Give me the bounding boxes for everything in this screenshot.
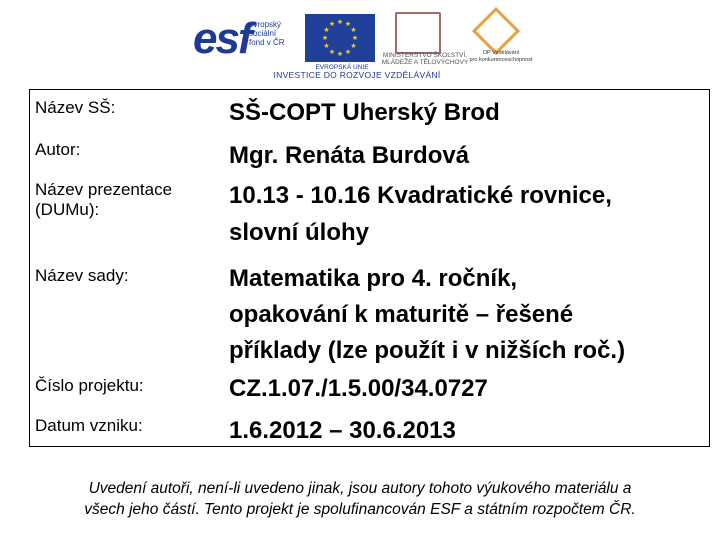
row-value: 10.13 - 10.16 Kvadratické rovnice,: [229, 182, 612, 209]
svg-text:★: ★: [350, 42, 357, 50]
svg-text:★: ★: [328, 20, 336, 28]
op-logo: [469, 12, 533, 72]
row-label: Název SŠ:: [35, 98, 116, 117]
svg-text:★: ★: [344, 48, 352, 56]
esf-logo-text: [249, 20, 309, 47]
op-emblem-icon: [472, 7, 520, 55]
footer-line: všech jeho částí. Tento projekt je spolufinancován ESF a státním rozpočtem ČR.: [84, 501, 636, 518]
msmt-emblem-icon: [395, 12, 441, 54]
row-value: CZ.1.07./1.5.00/34.0727: [229, 375, 488, 402]
logo-banner: [193, 12, 533, 82]
info-table: [29, 89, 710, 447]
op-logo-text: [469, 50, 533, 64]
op-line: pro konkurenceschopnost: [469, 57, 533, 63]
msmt-logo-text: [381, 52, 469, 66]
row-label: Datum vzniku:: [35, 416, 143, 435]
row-label: Autor:: [35, 140, 81, 159]
esf-line: sociální: [249, 29, 277, 38]
svg-text:★: ★: [344, 20, 352, 28]
esf-logo: [193, 14, 303, 64]
svg-text:★: ★: [351, 34, 359, 42]
footer-note: [20, 478, 700, 520]
row-label: Název prezentace: [35, 180, 173, 199]
esf-logo-letters: esf: [193, 14, 251, 63]
esf-line: evropský: [249, 20, 282, 29]
svg-text:★: ★: [336, 18, 344, 26]
svg-text:★: ★: [336, 50, 344, 58]
row-value: Mgr. Renáta Burdová: [229, 142, 470, 169]
op-line: OP Vzdělávání: [482, 50, 520, 56]
svg-text:★: ★: [350, 26, 357, 34]
msmt-line: MINISTERSTVO ŠKOLSTVÍ,: [382, 52, 468, 59]
eu-stars-icon: [305, 14, 375, 62]
msmt-line: MLÁDEŽE A TĚLOVÝCHOVY: [381, 59, 469, 66]
esf-line: fond v ČR: [249, 38, 285, 47]
row-value: slovní úlohy: [229, 219, 370, 246]
svg-text:★: ★: [321, 34, 329, 42]
svg-text:★: ★: [323, 42, 330, 50]
msmt-logo: [381, 12, 467, 72]
row-label: Číslo projektu:: [35, 376, 144, 395]
eu-caption: EVROPSKÁ UNIE: [315, 64, 369, 71]
row-value: Matematika pro 4. ročník,: [229, 265, 518, 292]
row-value: příklady (lze použít i v nižších roč.): [229, 337, 626, 364]
investment-slogan: INVESTICE DO ROZVOJE VZDĚLÁVÁNÍ: [273, 70, 441, 80]
footer-line: Uvedení autoři, není-li uvedeno jinak, jsou autory tohoto výukového materiálu a: [88, 480, 632, 497]
eu-flag-icon: [305, 14, 375, 62]
row-label: (DUMu):: [35, 200, 100, 219]
svg-text:★: ★: [323, 26, 330, 34]
row-value: opakování k maturitě – řešené: [229, 301, 574, 328]
row-label: Název sady:: [35, 266, 129, 285]
svg-text:★: ★: [328, 48, 336, 56]
row-value: 1.6.2012 – 30.6.2013: [229, 417, 456, 444]
row-value: SŠ-COPT Uherský Brod: [229, 99, 500, 126]
